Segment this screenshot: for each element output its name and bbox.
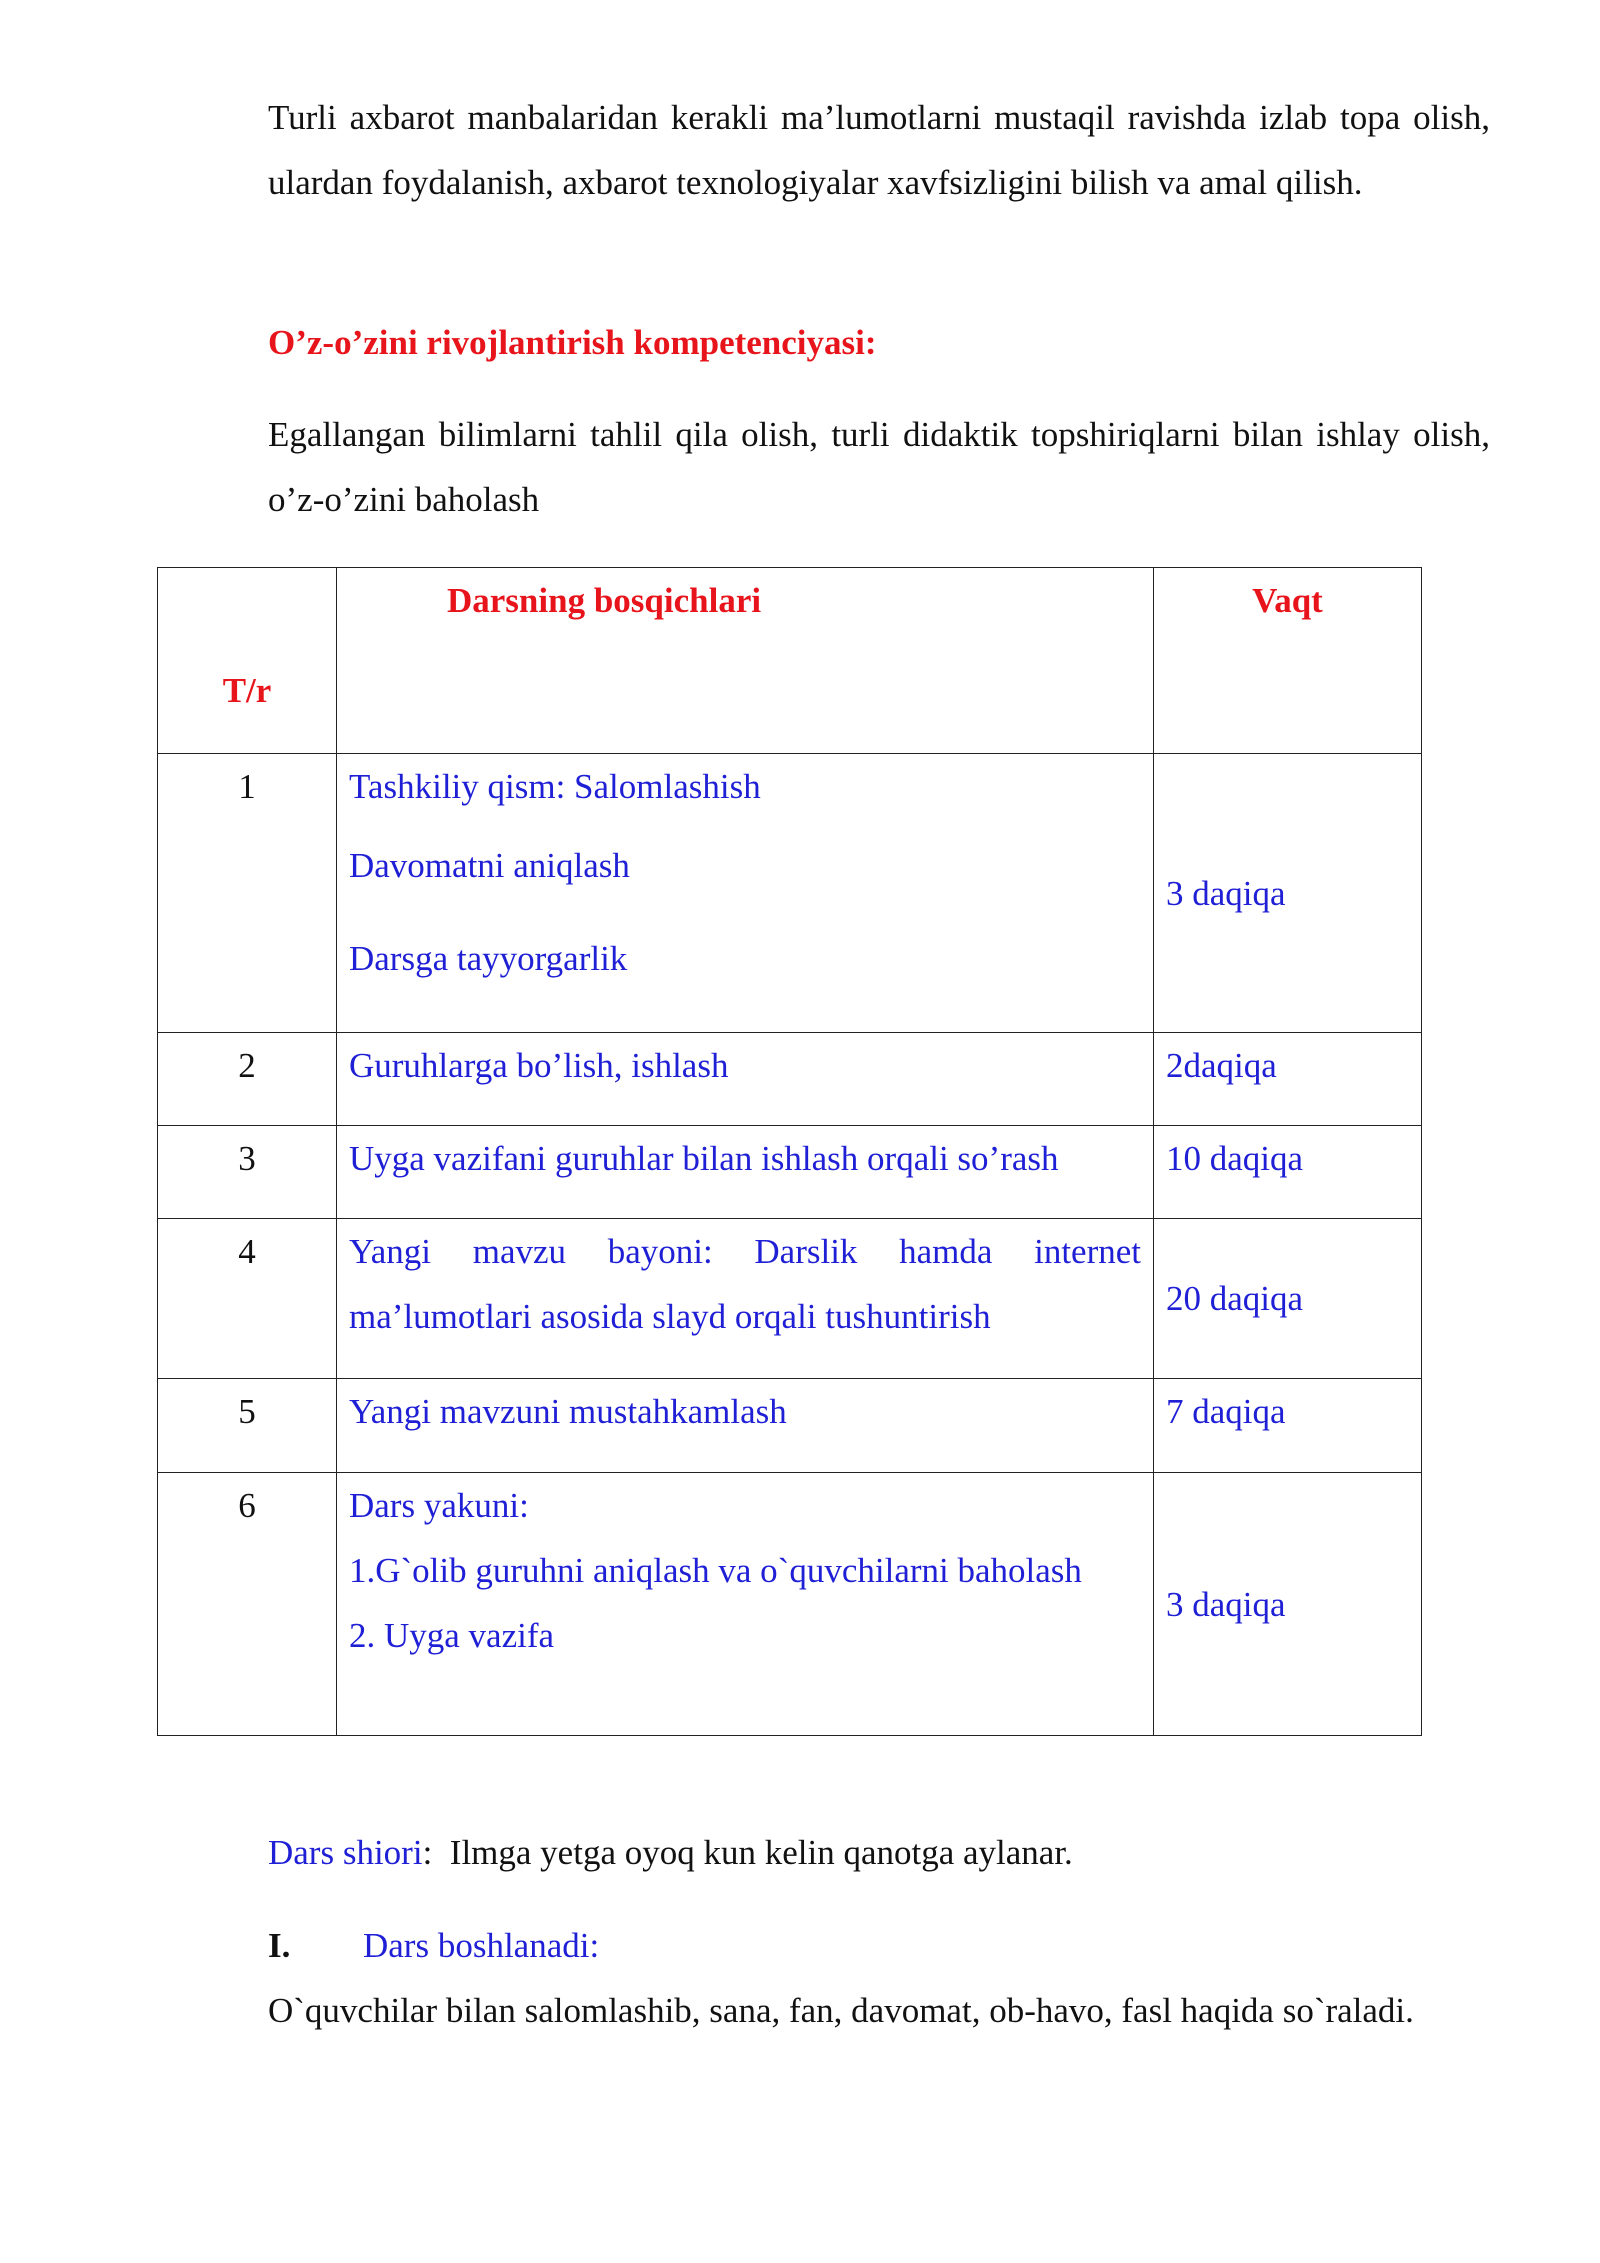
table-row [158, 1379, 1422, 1473]
row-number: 3 [158, 1126, 337, 1219]
stage-line: Uyga vazifani guruhlar bilan ishlash orqali so’rash [349, 1139, 1059, 1178]
header-number-cell [158, 568, 337, 754]
table-header-row [158, 568, 1422, 754]
stage-line: 1.G`olib guruhni aniqlash va o`quvchilarni baholash [349, 1551, 1082, 1590]
section-heading [268, 1913, 1490, 1978]
row-number: 4 [158, 1219, 337, 1379]
section-numeral: I. [268, 1926, 291, 1965]
table-row [158, 1219, 1422, 1379]
motto-label: Dars shiori [268, 1833, 423, 1872]
motto-separator: : [422, 1833, 433, 1872]
row-number: 5 [158, 1379, 337, 1473]
header-time: Vaqt [1252, 581, 1323, 620]
stage-line: Tashkiliy qism: Salomlashish [349, 767, 761, 806]
header-time-cell [1154, 568, 1422, 754]
competency-heading: O’z-o’zini rivojlantirish kompetenciyasi: [268, 323, 877, 362]
stage-line: Yangi mavzu bayoni: Darslik hamda internet ma’lumotlari asosida slayd orqali tushuntirish [349, 1232, 1141, 1336]
row-stage [337, 754, 1154, 1033]
row-time: 3 daqiqa [1154, 1473, 1422, 1736]
row-stage [337, 1033, 1154, 1126]
row-time: 7 daqiqa [1154, 1379, 1422, 1473]
intro-paragraph: Turli axbarot manbalaridan kerakli ma’lumotlarni mustaqil ravishda izlab topa olish, ulardan foydalanish, axbarot texnologiyalar xavfsizligini bilish va amal qilish. [268, 98, 1490, 202]
row-number: 6 [158, 1473, 337, 1736]
row-stage [337, 1379, 1154, 1473]
row-stage [337, 1219, 1154, 1379]
header-stage: Darsning bosqichlari [447, 581, 762, 620]
section-title: Dars boshlanadi: [363, 1926, 600, 1965]
row-time: 3 daqiqa [1154, 754, 1422, 1033]
stage-line: Yangi mavzuni mustahkamlash [349, 1392, 787, 1431]
table-row [158, 1473, 1422, 1736]
table-row [158, 1033, 1422, 1126]
header-stage-cell [337, 568, 1154, 754]
stage-line: Dars yakuni: [349, 1486, 529, 1525]
header-number: T/r [222, 671, 272, 710]
row-time: 2daqiqa [1154, 1033, 1422, 1126]
motto-text: Ilmga yetga oyoq kun kelin qanotga aylanar. [449, 1833, 1073, 1872]
stage-line: Guruhlarga bo’lish, ishlash [349, 1046, 729, 1085]
stage-line: 2. Uyga vazifa [349, 1616, 555, 1655]
closing-paragraph: O`quvchilar bilan salomlashib, sana, fan, davomat, ob-havo, fasl haqida so`raladi. [268, 1991, 1414, 2030]
table-row [158, 754, 1422, 1033]
competency-paragraph: Egallangan bilimlarni tahlil qila olish, turli didaktik topshiriqlarni bilan ishlay olish, o’z-o’zini baholash [268, 415, 1490, 519]
stage-line: Davomatni aniqlash [349, 846, 630, 885]
motto-line [268, 1820, 1490, 1885]
row-time: 20 daqiqa [1154, 1219, 1422, 1379]
lesson-stages-table [157, 567, 1422, 1736]
stage-line: Darsga tayyorgarlik [349, 939, 628, 978]
row-number: 1 [158, 754, 337, 1033]
table-row [158, 1126, 1422, 1219]
row-stage [337, 1473, 1154, 1736]
row-stage [337, 1126, 1154, 1219]
row-time: 10 daqiqa [1154, 1126, 1422, 1219]
row-number: 2 [158, 1033, 337, 1126]
